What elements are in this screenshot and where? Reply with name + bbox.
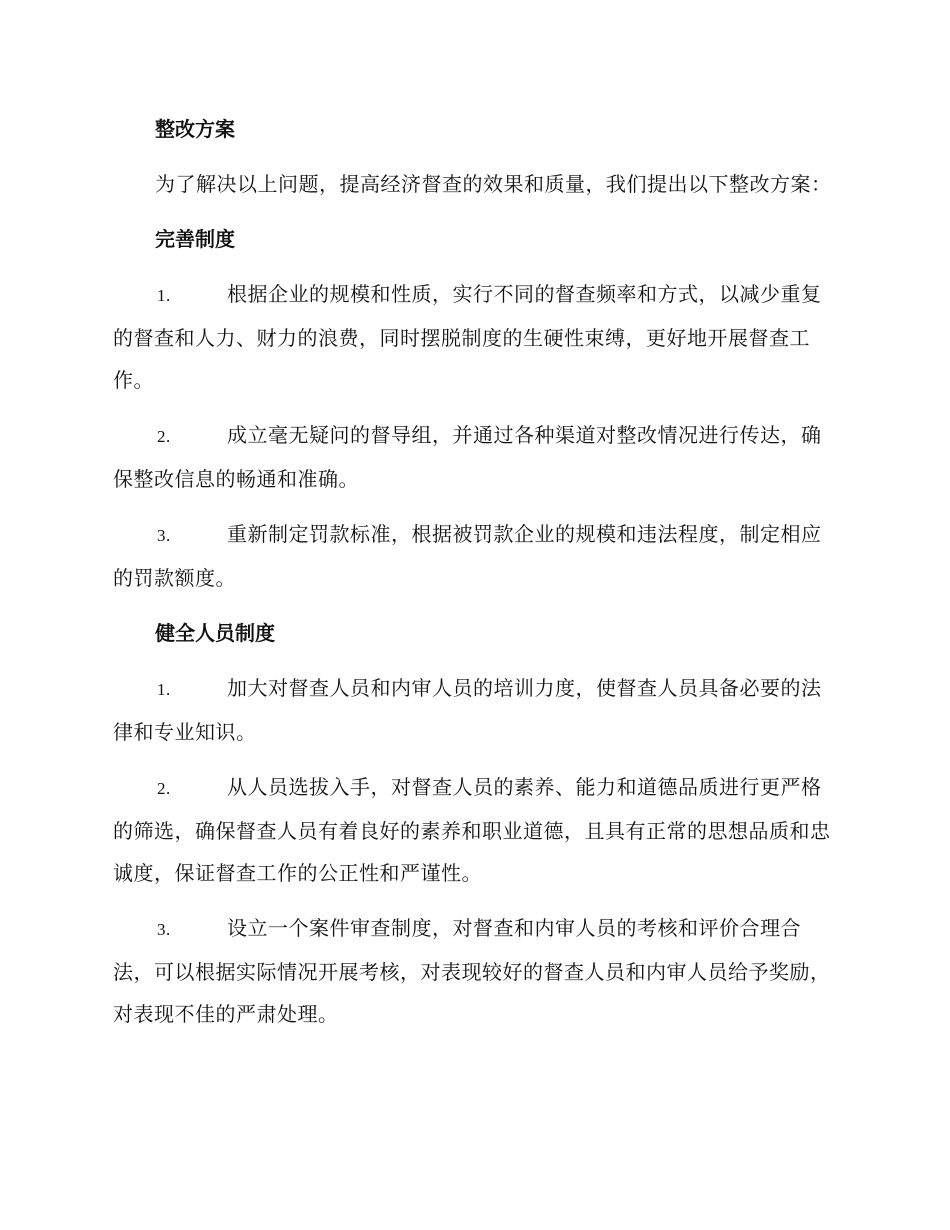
list-item bbox=[113, 667, 833, 753]
list-item-number: 3. bbox=[157, 526, 171, 545]
intro-paragraph: 为了解决以上问题，提高经济督查的效果和质量，我们提出以下整改方案： bbox=[155, 172, 832, 196]
list-item-text: 设立一个案件审查制度，对督查和内审人员的考核和评价合理合法，可以根据实际情况开展考核，对表现较好的督查人员和内审人员给予奖励，对表现不佳的严肃处理。 bbox=[113, 916, 831, 1026]
list-item-text: 重新制定罚款标准，根据被罚款企业的规模和违法程度，制定相应的罚款额度。 bbox=[113, 522, 822, 590]
section-heading-personnel: 健全人员制度 bbox=[155, 621, 275, 645]
list-item-number: 2. bbox=[157, 779, 171, 798]
list-item-number: 1. bbox=[157, 286, 171, 305]
list-item-number: 2. bbox=[157, 427, 171, 446]
list-item-text: 根据企业的规模和性质，实行不同的督查频率和方式，以减少重复的督查和人力、财力的浪费，同时摆脱制度的生硬性束缚，更好地开展督查工作。 bbox=[113, 282, 822, 392]
list-item bbox=[113, 766, 833, 894]
list-item-text: 从人员选拔入手，对督查人员的素养、能力和道德品质进行更严格的筛选，确保督查人员有着良好的素养和职业道德，且具有正常的思想品质和忠诚度，保证督查工作的公正性和严谨性。 bbox=[113, 775, 831, 885]
section-title: 整改方案 bbox=[155, 117, 235, 141]
list-item-number: 3. bbox=[157, 920, 171, 939]
list-item bbox=[113, 513, 833, 599]
list-item bbox=[113, 273, 833, 401]
document-body bbox=[113, 108, 833, 1048]
list-item-text: 加大对督查人员和内审人员的培训力度，使督查人员具备必要的法律和专业知识。 bbox=[113, 676, 822, 744]
section-heading-system: 完善制度 bbox=[155, 227, 235, 251]
list-item bbox=[113, 907, 833, 1035]
list-item-number: 1. bbox=[157, 680, 171, 699]
list-item-text: 成立毫无疑问的督导组，并通过各种渠道对整改情况进行传达，确保整改信息的畅通和准确。 bbox=[113, 423, 822, 491]
list-item bbox=[113, 414, 833, 500]
